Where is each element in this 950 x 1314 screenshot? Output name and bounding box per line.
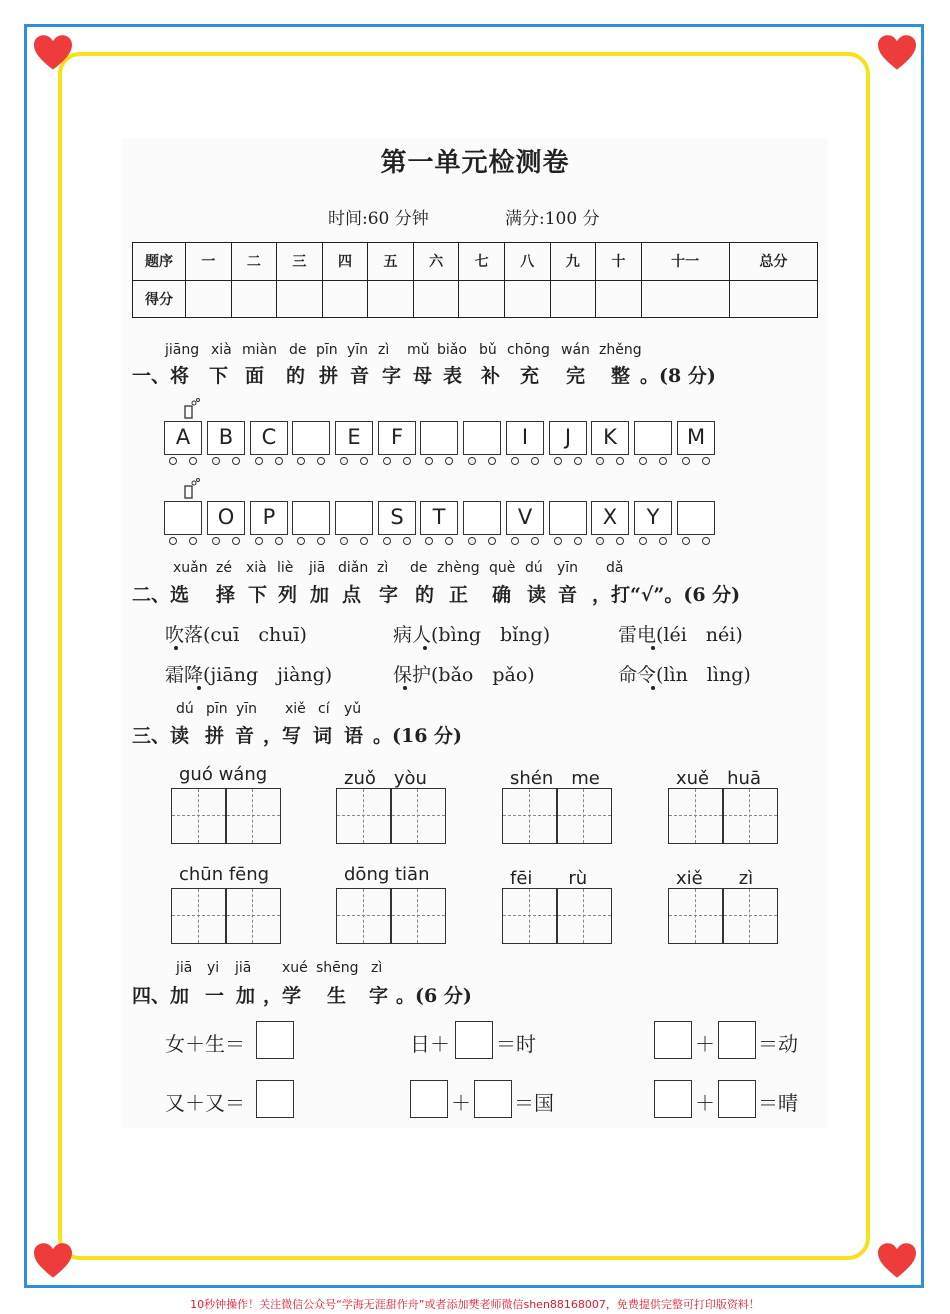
pinyin-label: diǎn bbox=[338, 560, 369, 576]
heading-part: 整 bbox=[611, 365, 631, 387]
writing-grid[interactable] bbox=[502, 788, 612, 844]
wheel-icon bbox=[255, 537, 263, 545]
writing-grid[interactable] bbox=[502, 888, 612, 944]
heading-part: 面 bbox=[245, 365, 265, 387]
choice-item[interactable]: 病人(bìng bǐng) bbox=[393, 624, 551, 646]
heading-part: 确 bbox=[492, 584, 512, 606]
word-pinyin: fēi rù bbox=[510, 868, 588, 889]
wheel-icon bbox=[531, 457, 539, 465]
heading-part: 三、读 bbox=[132, 725, 190, 747]
equation-text: 又＋又＝ bbox=[165, 1091, 245, 1115]
wheel-icon bbox=[340, 457, 348, 465]
word-pinyin: dōng tiān bbox=[344, 864, 430, 885]
heading-part: 语 bbox=[344, 725, 364, 747]
letter-car: Y bbox=[634, 501, 672, 535]
score-table-header-cell: 二 bbox=[231, 243, 277, 281]
equation-text: ＝晴 bbox=[758, 1091, 798, 1115]
letter-car: C bbox=[250, 421, 288, 455]
answer-box[interactable] bbox=[455, 1021, 493, 1059]
heading-part: 音 bbox=[350, 365, 370, 387]
score-table-header-row bbox=[133, 243, 818, 281]
wheel-icon bbox=[232, 537, 240, 545]
pinyin-label: zé bbox=[216, 560, 232, 576]
answer-box[interactable] bbox=[474, 1080, 512, 1118]
score-table-header-cell: 九 bbox=[550, 243, 596, 281]
word-pinyin: zuǒ yòu bbox=[344, 768, 427, 789]
time-label: 时间:60 分钟 bbox=[328, 209, 429, 229]
word-pinyin: shén me bbox=[510, 768, 600, 789]
plus-sign: ＋ bbox=[451, 1091, 471, 1115]
writing-grid[interactable] bbox=[336, 888, 446, 944]
plus-sign: ＋ bbox=[695, 1091, 715, 1115]
pinyin-label: cí bbox=[318, 701, 330, 717]
emphasis-dot bbox=[174, 646, 178, 650]
heading-part: 下 bbox=[209, 365, 229, 387]
pinyin-label: jiā bbox=[235, 960, 252, 976]
score-cell[interactable] bbox=[322, 280, 368, 318]
wheel-icon bbox=[445, 457, 453, 465]
plus-sign: ＋ bbox=[695, 1032, 715, 1056]
wheel-icon bbox=[445, 537, 453, 545]
score-cell[interactable] bbox=[596, 280, 642, 318]
letter-car: A bbox=[164, 421, 202, 455]
letter-car: M bbox=[677, 421, 715, 455]
letter-car: O bbox=[207, 501, 245, 535]
pinyin-label: jiāng bbox=[165, 342, 200, 358]
letter-car: I bbox=[506, 421, 544, 455]
heading-part: 二、选 bbox=[132, 584, 190, 606]
wheel-icon bbox=[275, 537, 283, 545]
choice-item[interactable]: 霜降(jiāng jiàng) bbox=[165, 664, 333, 686]
equation-text: 日＋ bbox=[410, 1032, 450, 1056]
pinyin-label: liè bbox=[277, 560, 294, 576]
score-table-header-cell: 五 bbox=[368, 243, 414, 281]
word-pinyin: chūn fēng bbox=[179, 864, 270, 885]
writing-grid[interactable] bbox=[171, 888, 281, 944]
wheel-icon bbox=[488, 537, 496, 545]
letter-car: E bbox=[335, 421, 373, 455]
wheel-icon bbox=[702, 537, 710, 545]
writing-grid[interactable] bbox=[668, 888, 778, 944]
wheel-icon bbox=[403, 537, 411, 545]
heading-part: 。(16 分) bbox=[373, 725, 463, 747]
letter-car: V bbox=[506, 501, 544, 535]
heart-icon bbox=[878, 1242, 916, 1280]
letter-car: F bbox=[378, 421, 416, 455]
wheel-icon bbox=[596, 457, 604, 465]
wheel-icon bbox=[169, 537, 177, 545]
heading-part: 拼 bbox=[319, 365, 339, 387]
wheel-icon bbox=[383, 457, 391, 465]
heading-part: 字 bbox=[379, 584, 399, 606]
pinyin-label: pīn bbox=[316, 342, 338, 358]
heading-part: 生 bbox=[327, 985, 347, 1007]
pinyin-label: yīn bbox=[557, 560, 579, 576]
score-table-header-cell: 七 bbox=[459, 243, 505, 281]
score-cell[interactable] bbox=[459, 280, 505, 318]
pinyin-label: zhěng bbox=[599, 342, 642, 358]
heading-part: 拼 bbox=[205, 725, 225, 747]
wheel-icon bbox=[212, 537, 220, 545]
blank-letter-car[interactable] bbox=[549, 501, 587, 535]
word-pinyin: xuě huā bbox=[676, 768, 761, 789]
equation-text: ＝动 bbox=[758, 1032, 798, 1056]
answer-box[interactable] bbox=[256, 1021, 294, 1059]
wheel-icon bbox=[639, 537, 647, 545]
writing-grid[interactable] bbox=[336, 788, 446, 844]
score-table-header-cell: 总分 bbox=[729, 243, 817, 281]
heading-part: 正 bbox=[449, 584, 469, 606]
heart-icon bbox=[34, 34, 72, 72]
choice-item[interactable]: 保护(bǎo pǎo) bbox=[393, 664, 535, 686]
equation-text: ＝国 bbox=[514, 1091, 554, 1115]
emphasis-dot bbox=[651, 646, 655, 650]
wheel-icon bbox=[425, 537, 433, 545]
pinyin-label: biǎo bbox=[437, 342, 467, 358]
heading-part: 四、加 bbox=[132, 985, 190, 1007]
wheel-icon bbox=[488, 457, 496, 465]
score-cell[interactable] bbox=[368, 280, 414, 318]
pinyin-label: de bbox=[289, 342, 307, 358]
pinyin-label: de bbox=[410, 560, 428, 576]
wheel-icon bbox=[531, 537, 539, 545]
wheel-icon bbox=[403, 457, 411, 465]
wheel-icon bbox=[702, 457, 710, 465]
pinyin-label: bǔ bbox=[479, 342, 497, 358]
pinyin-label: shēng bbox=[316, 960, 359, 976]
wheel-icon bbox=[554, 457, 562, 465]
pinyin-label: zhèng bbox=[437, 560, 480, 576]
letter-car: X bbox=[591, 501, 629, 535]
choice-item[interactable]: 命令(lìn lìng) bbox=[618, 664, 751, 686]
score-cell[interactable] bbox=[413, 280, 459, 318]
pinyin-label: zì bbox=[378, 342, 390, 358]
blank-letter-car[interactable] bbox=[463, 501, 501, 535]
wheel-icon bbox=[317, 537, 325, 545]
wheel-icon bbox=[511, 537, 519, 545]
wheel-icon bbox=[297, 457, 305, 465]
score-row-label: 得分 bbox=[133, 280, 186, 318]
emphasis-dot bbox=[651, 686, 655, 690]
heading-part: 表 bbox=[443, 365, 463, 387]
wheel-icon bbox=[169, 457, 177, 465]
score-table-header-cell: 八 bbox=[504, 243, 550, 281]
pinyin-label: mǔ bbox=[407, 342, 430, 358]
pinyin-label: miàn bbox=[242, 342, 277, 358]
writing-grid[interactable] bbox=[171, 788, 281, 844]
score-table bbox=[132, 242, 818, 318]
score-cell[interactable] bbox=[729, 280, 817, 318]
pinyin-label: zì bbox=[371, 960, 383, 976]
wheel-icon bbox=[682, 537, 690, 545]
answer-box[interactable] bbox=[718, 1021, 756, 1059]
score-table-header-cell: 三 bbox=[277, 243, 323, 281]
wheel-icon bbox=[616, 457, 624, 465]
heading-part: 音 bbox=[558, 584, 578, 606]
writing-grid[interactable] bbox=[668, 788, 778, 844]
pinyin-label: xuǎn bbox=[173, 560, 208, 576]
pinyin-label: xiě bbox=[285, 701, 306, 717]
heading-part: ，写 bbox=[263, 725, 302, 747]
pinyin-label: jiā bbox=[309, 560, 326, 576]
page-title: 第一单元检测卷 bbox=[380, 148, 570, 178]
equation-text: 女＋生＝ bbox=[165, 1032, 245, 1056]
pinyin-label: zì bbox=[377, 560, 389, 576]
heading-part: 点 bbox=[342, 584, 362, 606]
heading-part: 补 bbox=[481, 365, 501, 387]
word-pinyin: guó wáng bbox=[179, 764, 268, 785]
score-cell[interactable] bbox=[186, 280, 232, 318]
wheel-icon bbox=[317, 457, 325, 465]
score-cell[interactable] bbox=[504, 280, 550, 318]
emphasis-dot bbox=[403, 686, 407, 690]
wheel-icon bbox=[189, 537, 197, 545]
full-score-label: 满分:100 分 bbox=[505, 209, 600, 229]
heading-part: 的 bbox=[415, 584, 435, 606]
wheel-icon bbox=[189, 457, 197, 465]
answer-box[interactable] bbox=[654, 1080, 692, 1118]
letter-car: P bbox=[250, 501, 288, 535]
wheel-icon bbox=[682, 457, 690, 465]
heading-part: 词 bbox=[313, 725, 333, 747]
pinyin-label: yi bbox=[207, 960, 220, 976]
heading-part: 一、将 bbox=[132, 365, 190, 387]
answer-box[interactable] bbox=[410, 1080, 448, 1118]
heading-part: 下 bbox=[248, 584, 268, 606]
heading-part: 。(8 分) bbox=[640, 365, 716, 387]
train-chimney-icon bbox=[181, 398, 201, 420]
wheel-icon bbox=[554, 537, 562, 545]
blank-letter-car[interactable] bbox=[463, 421, 501, 455]
letter-car: S bbox=[378, 501, 416, 535]
heading-part: 充 bbox=[520, 365, 540, 387]
wheel-icon bbox=[275, 457, 283, 465]
pinyin-label: wán bbox=[561, 342, 590, 358]
pinyin-label: xià bbox=[246, 560, 267, 576]
heading-part: 加 bbox=[310, 584, 330, 606]
heading-part: 一 bbox=[205, 985, 225, 1007]
answer-box[interactable] bbox=[654, 1021, 692, 1059]
blank-letter-car[interactable] bbox=[335, 501, 373, 535]
score-cell[interactable] bbox=[641, 280, 729, 318]
heading-part: 加 bbox=[236, 985, 256, 1007]
letter-car: K bbox=[591, 421, 629, 455]
pinyin-label: dú bbox=[176, 701, 194, 717]
score-cell[interactable] bbox=[550, 280, 596, 318]
blank-letter-car[interactable] bbox=[677, 501, 715, 535]
wheel-icon bbox=[468, 457, 476, 465]
pinyin-label: xià bbox=[211, 342, 232, 358]
heading-part: 母 bbox=[413, 365, 433, 387]
score-table-header-cell: 六 bbox=[413, 243, 459, 281]
wheel-icon bbox=[383, 537, 391, 545]
pinyin-label: pīn bbox=[206, 701, 228, 717]
wheel-icon bbox=[425, 457, 433, 465]
wheel-icon bbox=[297, 537, 305, 545]
wheel-icon bbox=[659, 537, 667, 545]
heading-part: 读 bbox=[527, 584, 547, 606]
pinyin-label: dǎ bbox=[606, 560, 624, 576]
emphasis-dot bbox=[197, 686, 201, 690]
blank-letter-car[interactable] bbox=[164, 501, 202, 535]
heading-part: 音 bbox=[235, 725, 255, 747]
score-table-header-cell: 一 bbox=[186, 243, 232, 281]
choice-item[interactable]: 雷电(léi néi) bbox=[618, 624, 743, 646]
heading-part: 列 bbox=[278, 584, 298, 606]
blank-letter-car[interactable] bbox=[634, 421, 672, 455]
wheel-icon bbox=[212, 457, 220, 465]
letter-car: J bbox=[549, 421, 587, 455]
score-table-header-cell: 四 bbox=[322, 243, 368, 281]
equation-text: ＝时 bbox=[496, 1032, 536, 1056]
heart-icon bbox=[34, 1242, 72, 1280]
heading-part: 。(6 分) bbox=[396, 985, 472, 1007]
heading-part: 完 bbox=[566, 365, 586, 387]
heading-part: 字 bbox=[369, 985, 389, 1007]
wheel-icon bbox=[596, 537, 604, 545]
blank-letter-car[interactable] bbox=[292, 421, 330, 455]
letter-car: B bbox=[207, 421, 245, 455]
wheel-icon bbox=[340, 537, 348, 545]
pinyin-label: yīn bbox=[236, 701, 258, 717]
pinyin-label: jiā bbox=[176, 960, 193, 976]
wheel-icon bbox=[468, 537, 476, 545]
heading-part: 字 bbox=[382, 365, 402, 387]
blank-letter-car[interactable] bbox=[292, 501, 330, 535]
wheel-icon bbox=[574, 537, 582, 545]
heading-part: 的 bbox=[286, 365, 306, 387]
wheel-icon bbox=[659, 457, 667, 465]
train-chimney-icon bbox=[181, 478, 201, 500]
letter-car: T bbox=[420, 501, 458, 535]
pinyin-label: xué bbox=[282, 960, 308, 976]
pinyin-label: què bbox=[489, 560, 516, 576]
word-pinyin: xiě zì bbox=[676, 868, 754, 889]
heart-icon bbox=[878, 34, 916, 72]
footer-notice: 10秒钟操作！关注微信公众号“学海无涯甜作舟”或者添加樊老师微信shen88168007，免费提供完整可打印版资料！ bbox=[190, 1298, 760, 1311]
wheel-icon bbox=[255, 457, 263, 465]
pinyin-label: chōng bbox=[507, 342, 550, 358]
score-table-header-cell: 十 bbox=[596, 243, 642, 281]
wheel-icon bbox=[511, 457, 519, 465]
score-cell[interactable] bbox=[277, 280, 323, 318]
wheel-icon bbox=[639, 457, 647, 465]
answer-box[interactable] bbox=[256, 1080, 294, 1118]
heading-part: 择 bbox=[216, 584, 236, 606]
emphasis-dot bbox=[423, 646, 427, 650]
heading-part: ，打“√”。(6 分) bbox=[592, 584, 741, 606]
score-table-header-cell: 十一 bbox=[641, 243, 729, 281]
heading-part: ，学 bbox=[263, 985, 302, 1007]
score-table-header-cell: 题序 bbox=[133, 243, 186, 281]
pinyin-label: yīn bbox=[347, 342, 369, 358]
blank-letter-car[interactable] bbox=[420, 421, 458, 455]
pinyin-label: yǔ bbox=[344, 701, 362, 717]
wheel-icon bbox=[574, 457, 582, 465]
pinyin-label: dú bbox=[525, 560, 543, 576]
score-cell[interactable] bbox=[231, 280, 277, 318]
wheel-icon bbox=[616, 537, 624, 545]
answer-box[interactable] bbox=[718, 1080, 756, 1118]
score-table-score-row bbox=[133, 280, 818, 318]
wheel-icon bbox=[360, 537, 368, 545]
choice-item[interactable]: 吹落(cuī chuī) bbox=[165, 624, 307, 646]
wheel-icon bbox=[232, 457, 240, 465]
wheel-icon bbox=[360, 457, 368, 465]
